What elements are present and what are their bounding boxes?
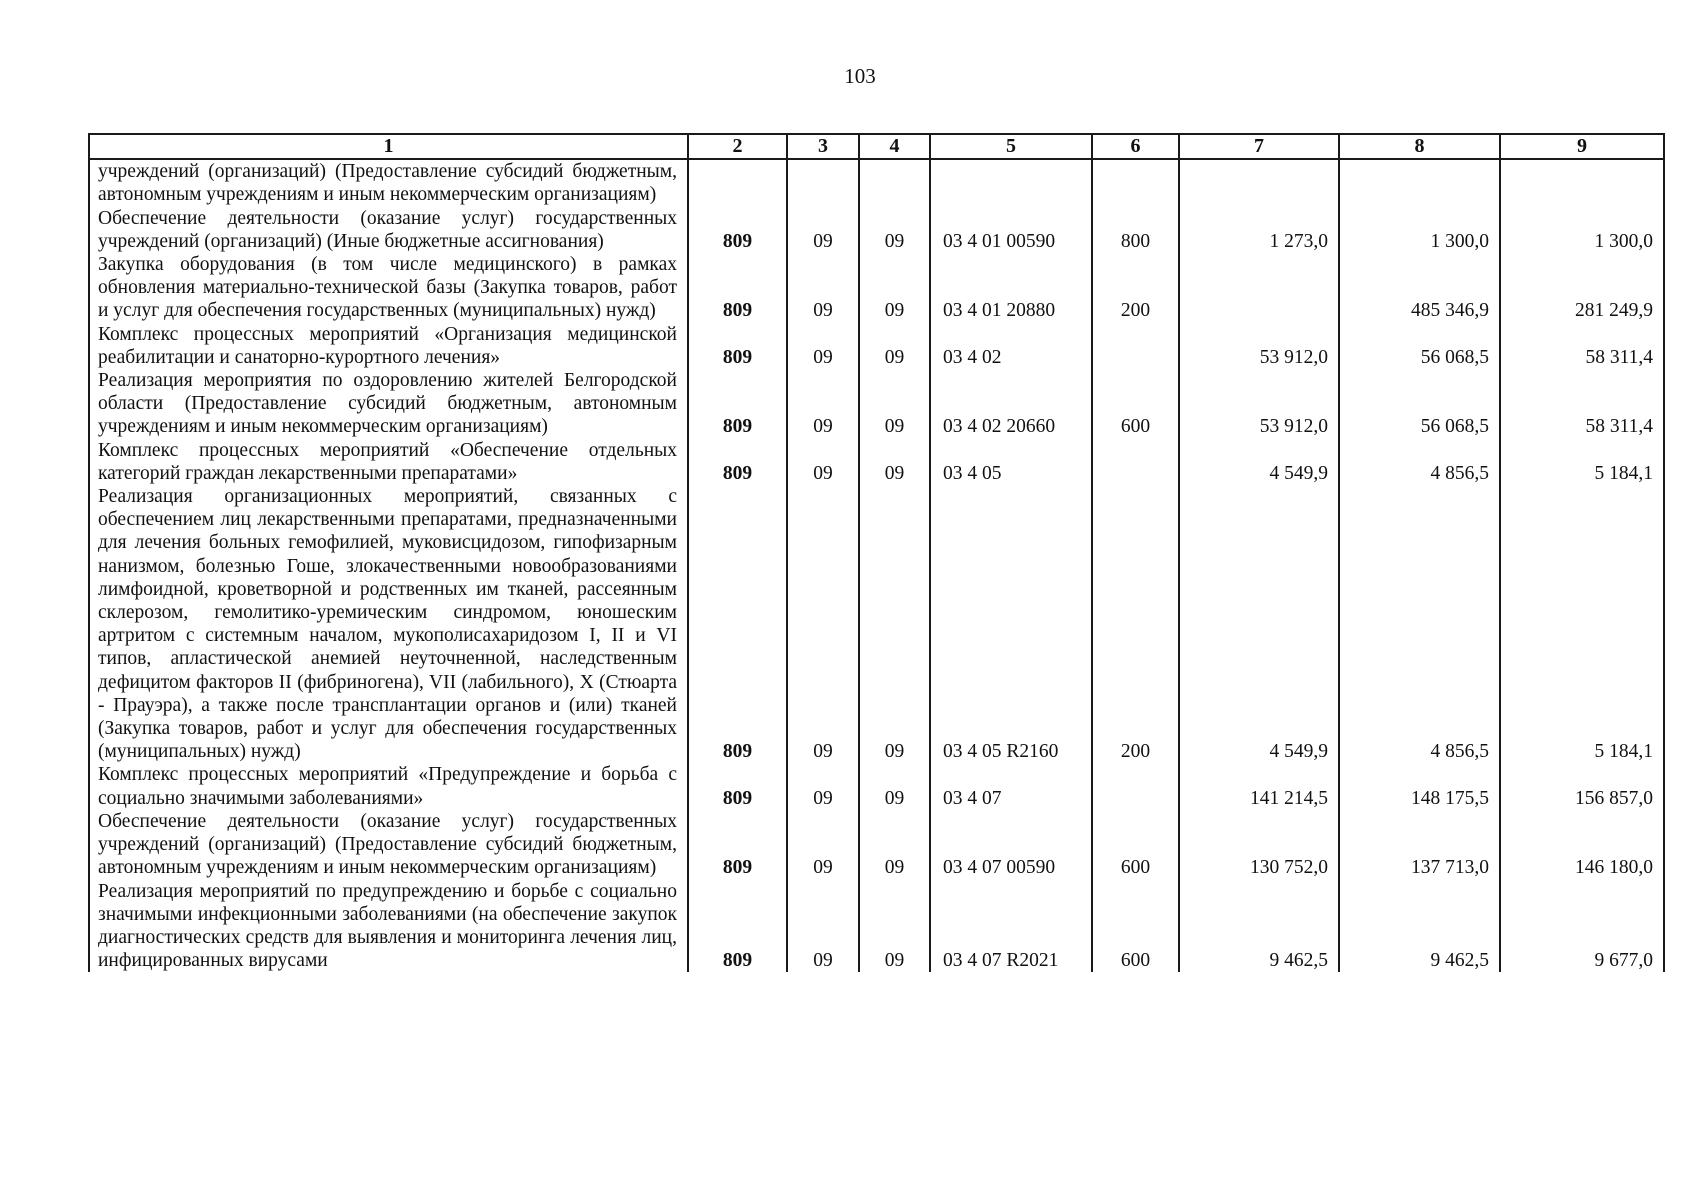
row-description: учреждений (организаций) (Предоставление субсидий бюджетным, автономным учреждениям и иным некоммерческим организациям)	[89, 159, 688, 206]
cell-amount-year-2: 4 856,5	[1339, 485, 1500, 763]
cell-expense-type: 600	[1092, 880, 1179, 973]
cell-amount-year-1	[1179, 253, 1339, 323]
cell-expense-type: 200	[1092, 253, 1179, 323]
cell-target-article: 03 4 07 R2021	[930, 880, 1092, 973]
column-header-1: 1	[89, 134, 688, 159]
table-row	[89, 439, 1664, 485]
table-row	[89, 323, 1664, 369]
cell-section: 09	[787, 207, 859, 253]
cell-amount-year-1: 130 752,0	[1179, 810, 1339, 880]
cell-amount-year-1	[1179, 159, 1339, 206]
cell-amount-year-3: 146 180,0	[1500, 810, 1664, 880]
cell-amount-year-1: 53 912,0	[1179, 369, 1339, 439]
table-row	[89, 880, 1664, 973]
row-description: Реализация мероприятия по оздоровлению жителей Белгородской области (Предоставление субсидий бюджетным, автономным учреждениям и иным некоммерческим организациям)	[89, 369, 688, 439]
cell-expense-type	[1092, 763, 1179, 809]
budget-table	[88, 133, 1665, 972]
cell-subsection: 09	[859, 485, 930, 763]
cell-subsection: 09	[859, 369, 930, 439]
cell-section: 09	[787, 323, 859, 369]
column-header-9: 9	[1500, 134, 1664, 159]
cell-amount-year-2: 9 462,5	[1339, 880, 1500, 973]
column-header-5: 5	[930, 134, 1092, 159]
page-number: 103	[844, 64, 876, 88]
cell-target-article: 03 4 05	[930, 439, 1092, 485]
cell-amount-year-1: 141 214,5	[1179, 763, 1339, 809]
cell-ministry-code: 809	[688, 763, 787, 809]
cell-amount-year-1: 9 462,5	[1179, 880, 1339, 973]
cell-expense-type: 600	[1092, 810, 1179, 880]
cell-ministry-code: 809	[688, 880, 787, 973]
cell-target-article: 03 4 01 20880	[930, 253, 1092, 323]
cell-subsection	[859, 159, 930, 206]
cell-target-article: 03 4 07 00590	[930, 810, 1092, 880]
table-row	[89, 369, 1664, 439]
cell-expense-type	[1092, 159, 1179, 206]
cell-section: 09	[787, 810, 859, 880]
cell-amount-year-2	[1339, 159, 1500, 206]
cell-amount-year-3: 5 184,1	[1500, 485, 1664, 763]
cell-amount-year-2: 1 300,0	[1339, 207, 1500, 253]
cell-section: 09	[787, 439, 859, 485]
cell-target-article: 03 4 05 R2160	[930, 485, 1092, 763]
cell-ministry-code: 809	[688, 485, 787, 763]
row-description: Комплекс процессных мероприятий «Предупреждение и борьба с социально значимыми заболеваниями»	[89, 763, 688, 809]
cell-ministry-code: 809	[688, 253, 787, 323]
cell-amount-year-1: 4 549,9	[1179, 485, 1339, 763]
cell-amount-year-2: 56 068,5	[1339, 369, 1500, 439]
cell-expense-type: 600	[1092, 369, 1179, 439]
row-description: Обеспечение деятельности (оказание услуг) государственных учреждений (организаций) (Иные бюджетные ассигнования)	[89, 207, 688, 253]
cell-subsection: 09	[859, 810, 930, 880]
cell-expense-type	[1092, 323, 1179, 369]
cell-amount-year-3: 281 249,9	[1500, 253, 1664, 323]
cell-ministry-code: 809	[688, 369, 787, 439]
cell-amount-year-1: 1 273,0	[1179, 207, 1339, 253]
row-description: Обеспечение деятельности (оказание услуг) государственных учреждений (организаций) (Предоставление субсидий бюджетным, автономным учреждениям и иным некоммерческим организациям)	[89, 810, 688, 880]
cell-section: 09	[787, 485, 859, 763]
cell-ministry-code: 809	[688, 207, 787, 253]
cell-ministry-code: 809	[688, 810, 787, 880]
cell-amount-year-1: 53 912,0	[1179, 323, 1339, 369]
cell-amount-year-3: 156 857,0	[1500, 763, 1664, 809]
cell-section: 09	[787, 880, 859, 973]
row-description: Закупка оборудования (в том числе медицинского) в рамках обновления материально-технической базы (Закупка товаров, работ и услуг для обеспечения государственных (муниципальных) нужд)	[89, 253, 688, 323]
cell-ministry-code: 809	[688, 323, 787, 369]
cell-amount-year-3: 1 300,0	[1500, 207, 1664, 253]
cell-target-article: 03 4 02	[930, 323, 1092, 369]
cell-amount-year-3: 9 677,0	[1500, 880, 1664, 973]
cell-target-article: 03 4 07	[930, 763, 1092, 809]
column-header-2: 2	[688, 134, 787, 159]
cell-subsection: 09	[859, 253, 930, 323]
cell-section: 09	[787, 763, 859, 809]
cell-section	[787, 159, 859, 206]
cell-amount-year-2: 56 068,5	[1339, 323, 1500, 369]
cell-expense-type: 200	[1092, 485, 1179, 763]
cell-amount-year-3: 58 311,4	[1500, 369, 1664, 439]
header-row	[89, 134, 1664, 159]
table-row	[89, 159, 1664, 206]
cell-subsection: 09	[859, 439, 930, 485]
cell-amount-year-3: 58 311,4	[1500, 323, 1664, 369]
cell-expense-type: 800	[1092, 207, 1179, 253]
cell-ministry-code: 809	[688, 439, 787, 485]
row-description: Реализация мероприятий по предупреждению и борьбе с социально значимыми инфекционными заболеваниями (на обеспечение закупок диагностических средств для выявления и мониторинга лечения лиц, инфицированных вирусами	[89, 880, 688, 973]
cell-subsection: 09	[859, 323, 930, 369]
cell-target-article: 03 4 02 20660	[930, 369, 1092, 439]
row-description: Комплекс процессных мероприятий «Обеспечение отдельных категорий граждан лекарственными препаратами»	[89, 439, 688, 485]
column-header-6: 6	[1092, 134, 1179, 159]
row-description: Реализация организационных мероприятий, связанных с обеспечением лиц лекарственными препаратами, предназначенными для лечения больных гемофилией, муковисцидозом, гипофизарным нанизмом, болезнью Гоше, злокачественными новообразованиями лимфоидной, кроветворной и родственных им тканей, рассеянным склерозом, гемолитико-уремическим синдромом, юношеским артритом с системным началом, мукополисахаридозом I, II и VI типов, апластической анемией неуточненной, наследственным дефицитом факторов II (фибриногена), VII (лабильного), X (Стюарта - Прауэра), а также после трансплантации органов и (или) тканей (Закупка товаров, работ и услуг для обеспечения государственных (муниципальных) нужд)	[89, 485, 688, 763]
table-row	[89, 810, 1664, 880]
cell-subsection: 09	[859, 207, 930, 253]
cell-section: 09	[787, 369, 859, 439]
cell-ministry-code	[688, 159, 787, 206]
cell-amount-year-3	[1500, 159, 1664, 206]
cell-subsection: 09	[859, 880, 930, 973]
cell-amount-year-2: 137 713,0	[1339, 810, 1500, 880]
column-header-8: 8	[1339, 134, 1500, 159]
column-header-3: 3	[787, 134, 859, 159]
cell-target-article	[930, 159, 1092, 206]
table-row	[89, 207, 1664, 253]
column-header-7: 7	[1179, 134, 1339, 159]
cell-target-article: 03 4 01 00590	[930, 207, 1092, 253]
cell-subsection: 09	[859, 763, 930, 809]
cell-amount-year-2: 4 856,5	[1339, 439, 1500, 485]
cell-amount-year-2: 148 175,5	[1339, 763, 1500, 809]
cell-amount-year-2: 485 346,9	[1339, 253, 1500, 323]
cell-amount-year-1: 4 549,9	[1179, 439, 1339, 485]
table-row	[89, 253, 1664, 323]
column-header-4: 4	[859, 134, 930, 159]
row-description: Комплекс процессных мероприятий «Организация медицинской реабилитации и санаторно-курортного лечения»	[89, 323, 688, 369]
cell-section: 09	[787, 253, 859, 323]
table-row	[89, 485, 1664, 763]
cell-amount-year-3: 5 184,1	[1500, 439, 1664, 485]
table-row	[89, 763, 1664, 809]
cell-expense-type	[1092, 439, 1179, 485]
